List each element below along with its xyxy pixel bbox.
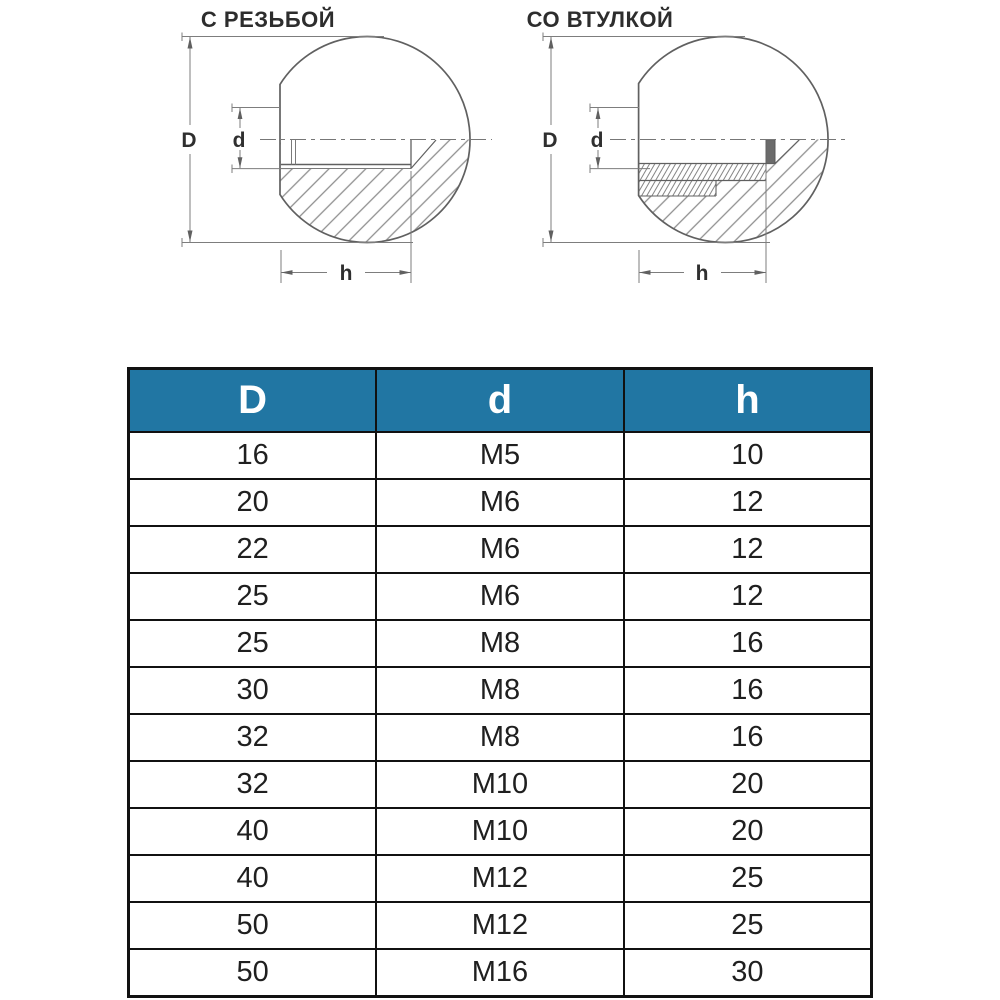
dim-label-D: D — [542, 129, 558, 152]
col-header-d: d — [376, 369, 624, 433]
spec-cell: M12 — [376, 855, 624, 902]
spec-cell: 50 — [129, 902, 377, 949]
drawing-threaded — [181, 7, 492, 285]
table-row — [129, 526, 872, 573]
spec-cell: 12 — [624, 573, 872, 620]
spec-cell: 25 — [129, 620, 377, 667]
table-row — [129, 855, 872, 902]
spec-cell: 30 — [624, 949, 872, 997]
spec-cell: M8 — [376, 620, 624, 667]
spec-cell: 10 — [624, 432, 872, 479]
spec-cell: 22 — [129, 526, 377, 573]
header-row — [129, 369, 872, 433]
arrow-up — [188, 37, 193, 49]
arrow-left — [639, 270, 651, 275]
table-row — [129, 714, 872, 761]
table-row — [129, 620, 872, 667]
col-header-h: h — [624, 369, 872, 433]
table-row — [129, 949, 872, 997]
arrow-up — [596, 108, 601, 119]
spec-cell: 16 — [624, 714, 872, 761]
spec-cell: 40 — [129, 855, 377, 902]
spec-cell: 12 — [624, 526, 872, 573]
drawing-bushing-title: СО ВТУЛКОЙ — [526, 7, 674, 32]
spec-cell: M6 — [376, 526, 624, 573]
table-row — [129, 573, 872, 620]
spec-cell: M8 — [376, 714, 624, 761]
arrow-down — [549, 231, 554, 243]
arrow-up — [238, 108, 243, 119]
arrow-down — [188, 231, 193, 243]
dim-label-d: d — [232, 129, 246, 152]
spec-cell: 50 — [129, 949, 377, 997]
spec-cell: 30 — [129, 667, 377, 714]
spec-cell: 32 — [129, 714, 377, 761]
dim-label-h: h — [695, 262, 709, 285]
spec-cell: 32 — [129, 761, 377, 808]
spec-cell: 16 — [624, 667, 872, 714]
spec-cell: M10 — [376, 761, 624, 808]
arrow-left — [281, 270, 293, 275]
drawing-bushing — [527, 7, 850, 285]
spec-cell: M5 — [376, 432, 624, 479]
arrow-right — [400, 270, 412, 275]
spec-cell: 20 — [624, 761, 872, 808]
table-row — [129, 479, 872, 526]
spec-cell: M6 — [376, 479, 624, 526]
spec-cell: 25 — [624, 902, 872, 949]
table-row — [129, 902, 872, 949]
col-header-D: D — [129, 369, 377, 433]
spec-cell: 25 — [624, 855, 872, 902]
spec-cell: 25 — [129, 573, 377, 620]
spec-cell: M8 — [376, 667, 624, 714]
spec-cell: 40 — [129, 808, 377, 855]
spec-cell: 16 — [624, 620, 872, 667]
arrow-down — [238, 157, 243, 168]
spec-cell: M6 — [376, 573, 624, 620]
table-row — [129, 761, 872, 808]
spec-cell: M16 — [376, 949, 624, 997]
dim-label-D: D — [181, 129, 197, 152]
spec-cell: M10 — [376, 808, 624, 855]
table-row — [129, 667, 872, 714]
table-row — [129, 432, 872, 479]
spec-cell: 16 — [129, 432, 377, 479]
spec-cell: M12 — [376, 902, 624, 949]
table-row — [129, 808, 872, 855]
threaded-hole — [281, 139, 436, 169]
drawing-threaded-title: С РЕЗЬБОЙ — [200, 7, 336, 32]
dim-label-d: d — [590, 129, 604, 152]
spec-cell: 20 — [624, 808, 872, 855]
spec-cell: 20 — [129, 479, 377, 526]
dimensions-table — [127, 367, 873, 998]
technical-drawings — [0, 0, 1000, 350]
arrow-down — [596, 157, 601, 168]
arrow-up — [549, 37, 554, 49]
spec-cell: 12 — [624, 479, 872, 526]
arrow-right — [755, 270, 767, 275]
dim-label-h: h — [339, 262, 353, 285]
